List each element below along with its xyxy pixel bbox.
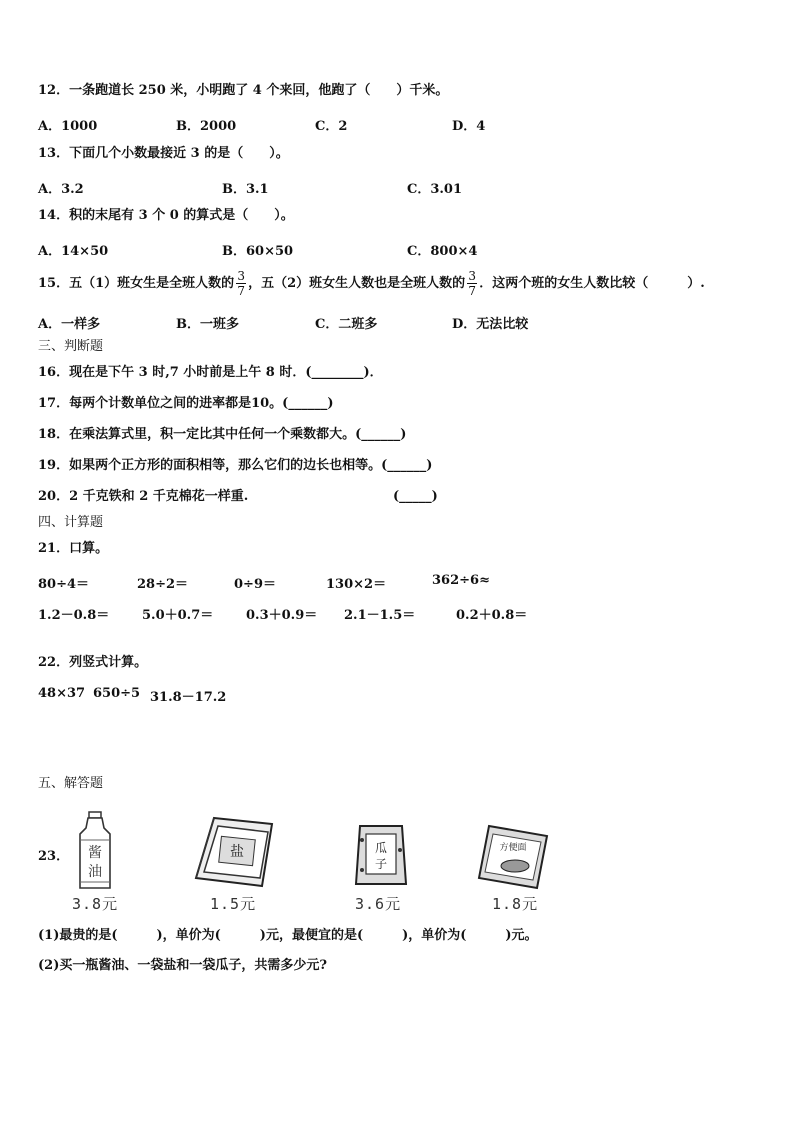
q22-item: 31.8－17.2 [150, 690, 227, 705]
q12-option-c: C．2 [315, 119, 348, 134]
q21-item: 5.0＋0.7＝ [142, 608, 214, 623]
q12-option-a: A．1000 [38, 119, 98, 134]
q14-option-a: A．14×50 [38, 244, 109, 259]
fraction-denominator: 7 [237, 284, 245, 298]
fraction-denominator: 7 [468, 284, 476, 298]
price-soy-sauce: 3.8元 [72, 895, 119, 913]
question-23-part-2: (2)买一瓶酱油、一袋盐和一袋瓜子，共需多少元? [38, 958, 327, 973]
q21-item: 28÷2＝ [137, 577, 189, 592]
q15-fraction-1 [236, 270, 246, 297]
q21-item: 0.2＋0.8＝ [456, 608, 528, 623]
q21-item: 1.2－0.8＝ [38, 608, 110, 623]
soy-glyph-1: 酱 [88, 845, 102, 861]
price-seeds: 3.6元 [355, 895, 402, 913]
q15-option-a: A．一样多 [38, 317, 101, 332]
price-noodle: 1.8元 [492, 895, 539, 913]
q15-text-2: ，五（2）班女生人数也是全班人数的 [248, 276, 466, 291]
q14-option-b: B．60×50 [222, 244, 294, 259]
question-23-part-1: (1)最贵的是( )，单价为( )元，最便宜的是( )，单价为( )元。 [38, 928, 538, 943]
q22-item: 48×37 [38, 686, 86, 701]
seeds-glyph-2: 子 [374, 857, 388, 871]
fraction-numerator: 3 [468, 269, 476, 283]
question-16: 16．现在是下午 3 时,7 小时前是上午 8 时．(________)． [38, 365, 383, 380]
q15-option-d: D．无法比较 [452, 317, 529, 332]
q15-text-1: 15．五（1）班女生是全班人数的 [38, 276, 235, 291]
q12-option-b: B．2000 [176, 119, 237, 134]
question-12: 12．一条跑道长 250 米，小明跑了 4 个来回，他跑了（ ）千米。 [38, 83, 449, 98]
seeds-glyph-1: 瓜 [374, 841, 388, 855]
section-heading-solve: 五、解答题 [38, 776, 104, 791]
question-22: 22．列竖式计算。 [38, 655, 148, 670]
q20-answer-blank: (_____) [393, 489, 438, 504]
instant-noodle-icon [475, 822, 551, 890]
question-18: 18．在乘法算式里，积一定比其中任何一个乘数都大。(______) [38, 427, 407, 442]
q13-option-c: C．3.01 [407, 182, 463, 197]
section-heading-judge: 三、判断题 [38, 339, 104, 354]
q21-item: 0÷9＝ [234, 577, 276, 592]
salt-bag-icon [192, 812, 278, 892]
q15-fraction-2 [467, 270, 477, 297]
q13-option-b: B．3.1 [222, 182, 269, 197]
question-14: 14．积的末尾有 3 个 0 的算式是（ ）。 [38, 208, 294, 223]
q14-option-c: C．800×4 [407, 244, 478, 259]
question-15 [38, 266, 705, 302]
question-23-number: 23． [38, 849, 70, 864]
noodle-label: 方便面 [499, 843, 527, 853]
q15-option-c: C．二班多 [315, 317, 378, 332]
fraction-numerator: 3 [237, 269, 245, 283]
q15-option-b: B．一班多 [176, 317, 239, 332]
q12-option-d: D．4 [452, 119, 486, 134]
q21-item: 2.1－1.5＝ [344, 608, 416, 623]
q15-text-3: ．这两个班的女生人数比较（ ）. [479, 276, 705, 291]
question-13: 13．下面几个小数最接近 3 的是（ ）。 [38, 146, 289, 161]
seeds-bag-icon [352, 820, 410, 888]
q21-item: 0.3＋0.9＝ [246, 608, 318, 623]
soy-glyph-2: 油 [88, 864, 102, 880]
salt-glyph: 盐 [230, 844, 244, 860]
price-salt: 1.5元 [210, 895, 257, 913]
soy-sauce-bottle-icon [74, 810, 116, 892]
q21-item: 362÷6≈ [432, 573, 490, 588]
q13-option-a: A．3.2 [38, 182, 84, 197]
section-heading-calc: 四、计算题 [38, 515, 104, 530]
question-19: 19．如果两个正方形的面积相等，那么它们的边长也相等。(______) [38, 458, 433, 473]
q21-item: 130×2＝ [326, 577, 387, 592]
q22-item: 650÷5 [93, 686, 141, 701]
question-17: 17．每两个计数单位之间的进率都是10。(______) [38, 396, 334, 411]
question-21: 21．口算。 [38, 541, 109, 556]
question-20: 20．2 千克铁和 2 千克棉花一样重. [38, 489, 249, 504]
q21-item: 80÷4＝ [38, 577, 90, 592]
